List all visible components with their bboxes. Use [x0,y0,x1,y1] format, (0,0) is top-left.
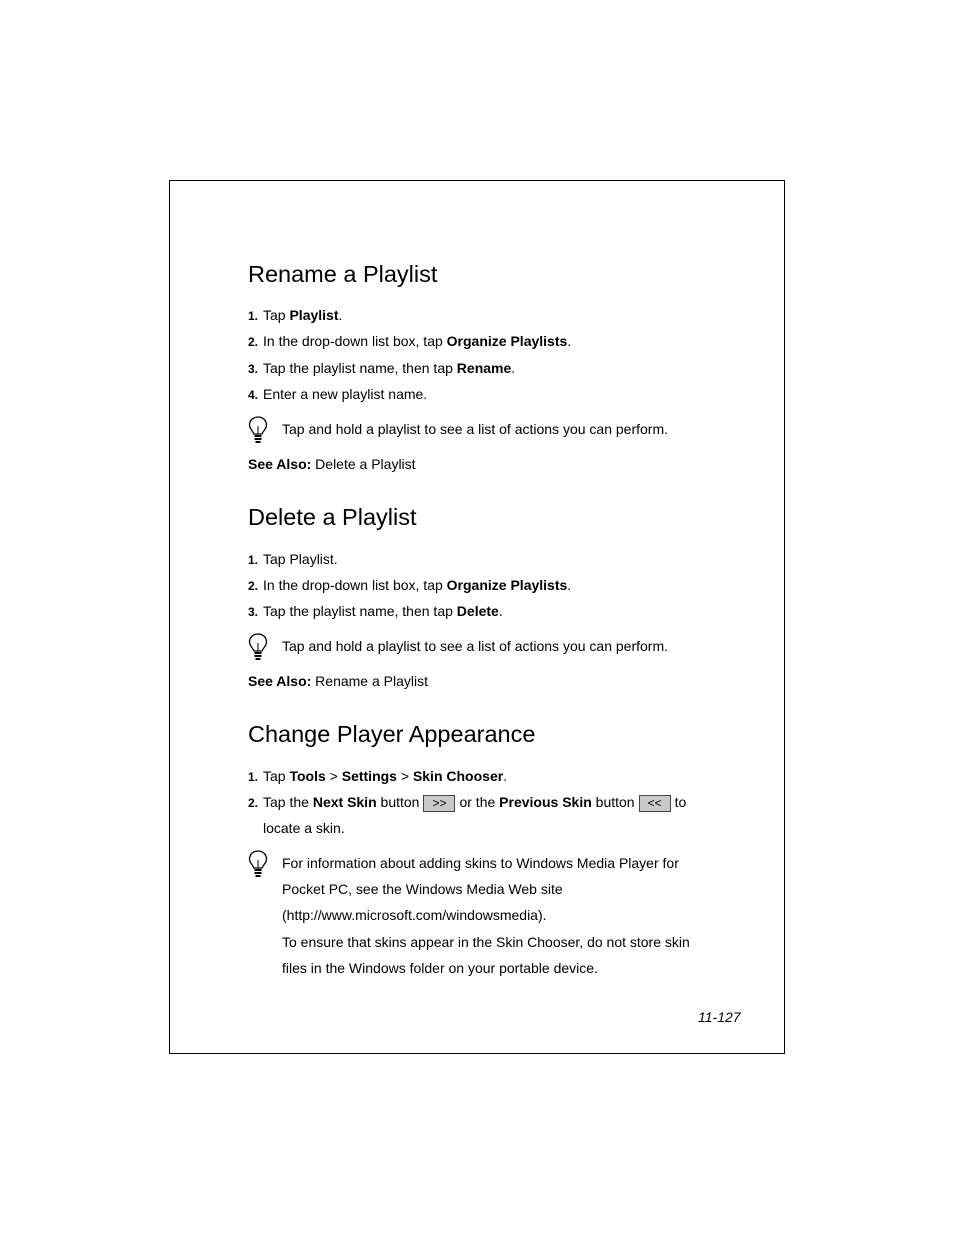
tip-text: Tap and hold a playlist to see a list of actions you can perform. [282,638,668,654]
rename-see-also: See Also: Delete a Playlist [248,456,416,472]
tip-line: To ensure that skins appear in the Skin Chooser, do not store skin [282,934,690,950]
tip-line: (http://www.microsoft.com/windowsmedia). [282,907,547,923]
rename-tip [248,416,718,446]
section-title-rename: Rename a Playlist [248,261,438,287]
next-skin-button[interactable]: >> [423,795,455,812]
tip-text: Tap and hold a playlist to see a list of actions you can perform. [282,421,668,437]
see-also-link[interactable]: Delete a Playlist [311,456,416,472]
appearance-tip [248,850,728,982]
previous-skin-button[interactable]: << [639,795,671,812]
tip-line: files in the Windows folder on your portable device. [282,960,598,976]
rename-step-2: 2. In the drop-down list box, tap Organize Playlists. [248,333,572,349]
tip-line: For information about adding skins to Windows Media Player for [282,855,679,871]
section-title-delete: Delete a Playlist [248,504,417,530]
lightbulb-icon [248,850,268,878]
lightbulb-icon [248,416,268,444]
appearance-step-1: 1. Tap Tools > Settings > Skin Chooser. [248,768,508,784]
delete-step-3: 3. Tap the playlist name, then tap Delete. [248,603,503,619]
rename-step-4: 4. Enter a new playlist name. [248,386,428,402]
tip-line: Pocket PC, see the Windows Media Web site [282,881,563,897]
section-title-appearance: Change Player Appearance [248,721,536,747]
appearance-step-2: 2. Tap the Next Skin button >> or the Previous Skin button << to [248,794,687,810]
rename-step-1: 1. Tap Playlist. [248,307,343,323]
rename-step-3: 3. Tap the playlist name, then tap Rename. [248,360,516,376]
delete-step-2: 2. In the drop-down list box, tap Organize Playlists. [248,577,572,593]
lightbulb-icon [248,633,268,661]
see-also-link[interactable]: Rename a Playlist [311,673,428,689]
delete-tip [248,633,718,663]
appearance-step-2-continued: locate a skin. [263,820,345,836]
page-number: 11-127 [698,1009,741,1025]
delete-see-also: See Also: Rename a Playlist [248,673,428,689]
delete-step-1: 1. Tap Playlist. [248,551,338,567]
